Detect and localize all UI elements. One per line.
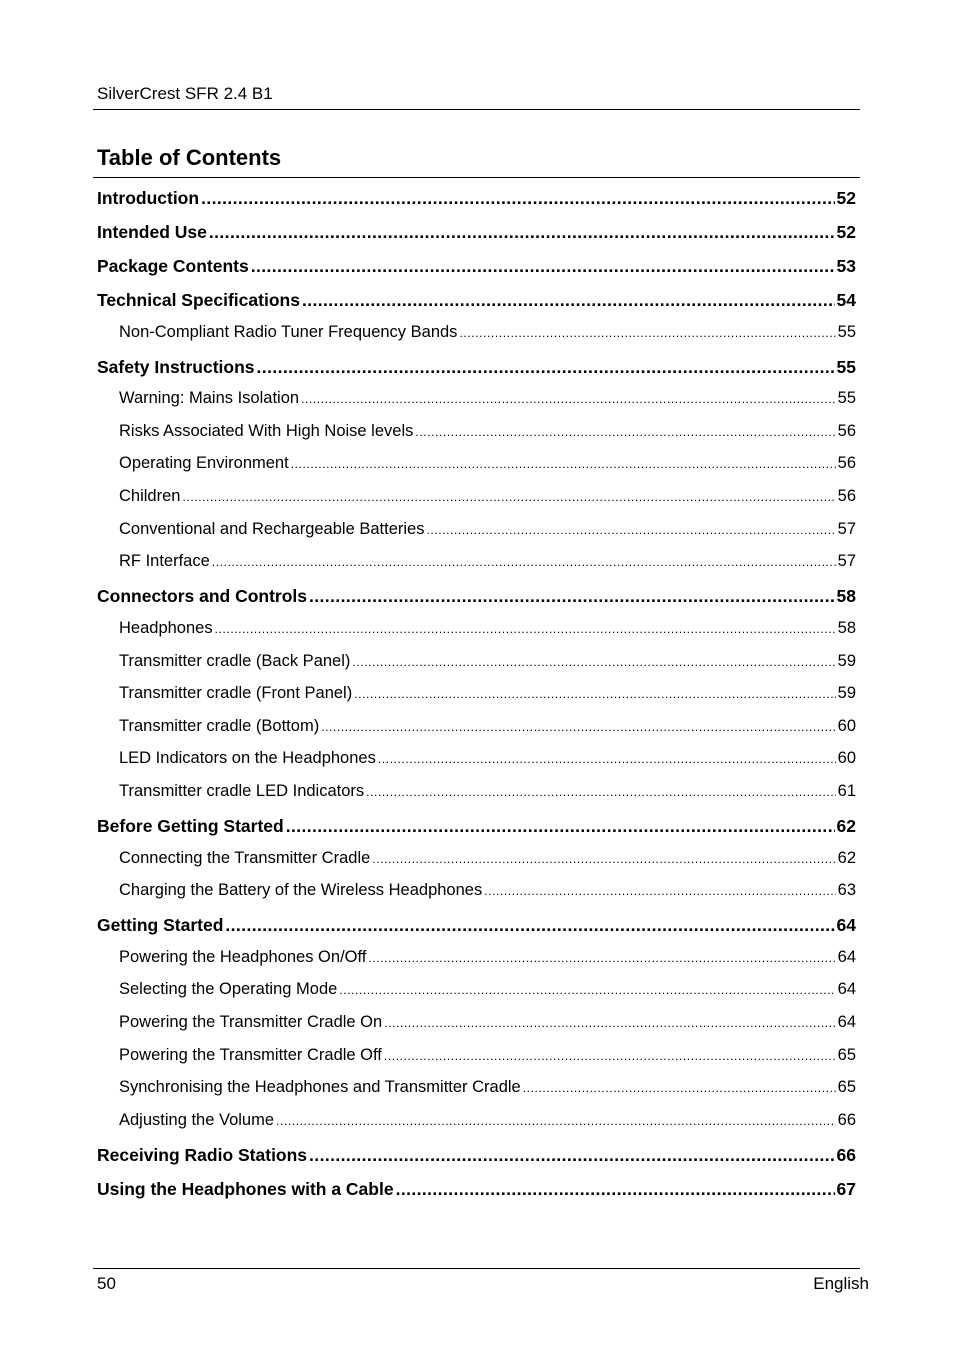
toc-entry-label: Powering the Transmitter Cradle Off [119, 1046, 382, 1064]
toc-chapter-entry[interactable] [97, 357, 856, 381]
toc-entry-page: 57 [837, 520, 856, 538]
dot-leader [366, 785, 836, 799]
dot-leader [286, 816, 835, 837]
dot-leader [352, 655, 835, 669]
toc-section-entry[interactable] [97, 422, 856, 446]
toc-entry-label: Transmitter cradle LED Indicators [119, 782, 365, 800]
toc-entry-page: 61 [837, 782, 856, 800]
toc-entry-page: 66 [836, 1145, 856, 1165]
toc-entry-label: Powering the Headphones On/Off [119, 948, 367, 966]
toc-entry-page: 59 [837, 684, 856, 702]
dot-leader [276, 1114, 836, 1128]
title-rule [93, 177, 860, 178]
toc-section-entry[interactable] [97, 782, 856, 806]
toc-section-entry[interactable] [97, 948, 856, 972]
toc-entry-label: Children [119, 487, 181, 505]
toc-entry-label: Introduction [97, 188, 200, 208]
toc-entry-page: 62 [837, 849, 856, 867]
dot-leader [209, 222, 835, 243]
dot-leader [212, 555, 836, 569]
dot-leader [225, 915, 834, 936]
dot-leader [384, 1016, 835, 1030]
dot-leader [459, 326, 835, 340]
toc-entry-page: 67 [836, 1179, 856, 1199]
toc-entry-page: 53 [836, 256, 856, 276]
toc-entry-label: Using the Headphones with a Cable [97, 1179, 394, 1199]
toc-entry-label: Operating Environment [119, 454, 289, 472]
toc-entry-page: 55 [836, 357, 856, 377]
toc-section-entry[interactable] [97, 1111, 856, 1135]
dot-leader [384, 1049, 836, 1063]
dot-leader [182, 490, 835, 504]
dot-leader [484, 884, 835, 898]
toc-entry-label: Adjusting the Volume [119, 1111, 275, 1129]
dot-leader [396, 1179, 835, 1200]
dot-leader [321, 720, 835, 734]
toc-section-entry[interactable] [97, 684, 856, 708]
dot-leader [251, 256, 835, 277]
toc-entry-label: Non-Compliant Radio Tuner Frequency Bands [119, 323, 458, 341]
toc-entry-page: 57 [837, 552, 856, 570]
toc-entry-page: 64 [837, 980, 856, 998]
toc-entry-label: Selecting the Operating Mode [119, 980, 338, 998]
toc-chapter-entry[interactable] [97, 586, 856, 610]
toc-entry-label: Before Getting Started [97, 816, 284, 836]
toc-entry-label: Risks Associated With High Noise levels [119, 422, 414, 440]
toc-chapter-entry[interactable] [97, 188, 856, 212]
toc-entry-label: Transmitter cradle (Front Panel) [119, 684, 353, 702]
toc-chapter-entry[interactable] [97, 290, 856, 314]
page-number: 50 [97, 1274, 116, 1293]
toc-entry-page: 54 [836, 290, 856, 310]
dot-leader [215, 622, 836, 636]
footer-rule [93, 1268, 860, 1269]
toc-entry-page: 63 [837, 881, 856, 899]
toc-section-entry[interactable] [97, 487, 856, 511]
toc-entry-label: Transmitter cradle (Back Panel) [119, 652, 351, 670]
dot-leader [378, 752, 836, 766]
toc-entry-page: 59 [837, 652, 856, 670]
toc-entry-page: 52 [836, 222, 856, 242]
toc-section-entry[interactable] [97, 881, 856, 905]
toc-chapter-entry[interactable] [97, 1145, 856, 1169]
toc-entry-page: 66 [837, 1111, 856, 1129]
header-rule [93, 109, 860, 110]
toc-section-entry[interactable] [97, 717, 856, 741]
toc-entry-label: Safety Instructions [97, 357, 255, 377]
toc-entry-page: 56 [837, 454, 856, 472]
dot-leader [354, 687, 835, 701]
dot-leader [302, 290, 835, 311]
dot-leader [291, 457, 836, 471]
toc-entry-label: Receiving Radio Stations [97, 1145, 308, 1165]
dot-leader [415, 425, 835, 439]
dot-leader [372, 852, 835, 866]
toc-entry-label: Charging the Battery of the Wireless Headphones [119, 881, 483, 899]
toc-entry-label: Connecting the Transmitter Cradle [119, 849, 371, 867]
dot-leader [201, 188, 834, 209]
footer-language: English [813, 1274, 869, 1293]
toc-section-entry[interactable] [97, 1078, 856, 1102]
toc-entry-page: 65 [837, 1046, 856, 1064]
dot-leader [523, 1081, 836, 1095]
toc-entry-label: Transmitter cradle (Bottom) [119, 717, 320, 735]
toc-entry-label: Conventional and Rechargeable Batteries [119, 520, 425, 538]
toc-section-entry[interactable] [97, 1013, 856, 1037]
toc-entry-page: 52 [836, 188, 856, 208]
toc-entry-page: 55 [837, 389, 856, 407]
toc-entry-page: 56 [837, 487, 856, 505]
toc-section-entry[interactable] [97, 520, 856, 544]
toc-section-entry[interactable] [97, 552, 856, 576]
toc-section-entry[interactable] [97, 454, 856, 478]
running-header: SilverCrest SFR 2.4 B1 [97, 84, 273, 103]
dot-leader [368, 951, 835, 965]
toc-entry-label: Connectors and Controls [97, 586, 308, 606]
toc-entry-page: 58 [837, 619, 856, 637]
toc-entry-label: RF Interface [119, 552, 210, 570]
dot-leader [301, 392, 836, 406]
toc-section-entry[interactable] [97, 980, 856, 1004]
toc-section-entry[interactable] [97, 749, 856, 773]
toc-section-entry[interactable] [97, 389, 856, 413]
toc-entry-label: Getting Started [97, 915, 224, 935]
toc-entry-label: Technical Specifications [97, 290, 300, 310]
toc-entry-page: 55 [837, 323, 856, 341]
toc-entry-page: 58 [836, 586, 856, 606]
dot-leader [257, 357, 835, 378]
toc-entry-label: Headphones [119, 619, 213, 637]
toc-chapter-entry[interactable] [97, 256, 856, 280]
toc-chapter-entry[interactable] [97, 915, 856, 939]
toc-section-entry[interactable] [97, 619, 856, 643]
toc-entry-page: 56 [837, 422, 856, 440]
toc-entry-label: Intended Use [97, 222, 207, 242]
toc-entry-page: 64 [836, 915, 856, 935]
toc-chapter-entry[interactable] [97, 1179, 856, 1203]
dot-leader [309, 586, 835, 607]
toc-entry-page: 60 [837, 749, 856, 767]
toc-entry-page: 64 [837, 1013, 856, 1031]
dot-leader [309, 1145, 834, 1166]
dot-leader [339, 983, 835, 997]
toc-entry-label: Powering the Transmitter Cradle On [119, 1013, 383, 1031]
toc-chapter-entry[interactable] [97, 222, 856, 246]
toc-entry-label: Package Contents [97, 256, 249, 276]
toc-section-entry[interactable] [97, 323, 856, 347]
toc-section-entry[interactable] [97, 652, 856, 676]
toc-section-entry[interactable] [97, 849, 856, 873]
toc-title: Table of Contents [97, 145, 282, 170]
toc-entry-page: 60 [837, 717, 856, 735]
toc-entry-page: 64 [837, 948, 856, 966]
toc-entry-page: 62 [836, 816, 856, 836]
toc-entry-label: Warning: Mains Isolation [119, 389, 300, 407]
toc-section-entry[interactable] [97, 1046, 856, 1070]
toc-entry-label: LED Indicators on the Headphones [119, 749, 376, 767]
toc-chapter-entry[interactable] [97, 816, 856, 840]
dot-leader [426, 523, 835, 537]
toc-entry-label: Synchronising the Headphones and Transmitter Cradle [119, 1078, 521, 1096]
toc-entry-page: 65 [837, 1078, 856, 1096]
